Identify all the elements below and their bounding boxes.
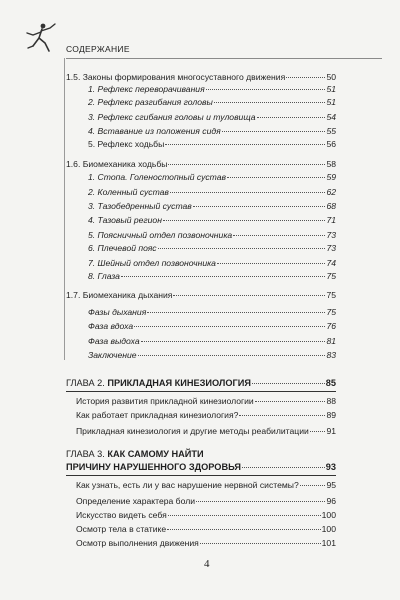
toc-entry: 1.5. Законы формирования многосуставного движения 50 — [66, 72, 336, 82]
toc-entry: Заключение 83 — [88, 350, 336, 360]
toc-entry: Как узнать, есть ли у вас нарушение нервной системы? 95 — [76, 480, 336, 490]
toc-entry: 1.7. Биомеханика дыхания 75 — [66, 290, 336, 300]
chapter-underline — [66, 391, 336, 392]
toc-entry: 6. Плечевой пояс 73 — [88, 243, 336, 253]
chapter-entry-continued: ПРИЧИНУ НАРУШЕННОГО ЗДОРОВЬЯ 93 — [66, 462, 336, 472]
toc-entry: 8. Глаза 75 — [88, 271, 336, 281]
page-number: 4 — [204, 558, 210, 570]
toc-entry: 1. Стопа. Голеностопный сустав 59 — [88, 172, 336, 182]
toc-entry: Осмотр выполнения движения 101 — [76, 538, 336, 548]
toc-entry: 5. Рефлекс ходьбы 56 — [88, 139, 336, 149]
toc-entry: 2. Рефлекс разгибания головы 51 — [88, 97, 336, 107]
header-title: СОДЕРЖАНИЕ — [66, 44, 130, 54]
toc-entry: Искусство видеть себя 100 — [76, 510, 336, 520]
chapter-entry: ГЛАВА 2. ПРИКЛАДНАЯ КИНЕЗИОЛОГИЯ 85 — [66, 378, 336, 388]
toc-entry: 3. Рефлекс сгибания головы и туловища 54 — [88, 112, 336, 122]
toc-entry: 2. Коленный сустав 62 — [88, 187, 336, 197]
toc-entry: Фаза выдоха 81 — [88, 336, 336, 346]
toc-entry: Прикладная кинезиология и другие методы реабилитации 91 — [76, 426, 336, 436]
toc-entry: Как работает прикладная кинезиология? 89 — [76, 410, 336, 420]
toc-entry: Фазы дыхания 75 — [88, 307, 336, 317]
toc-entry: 4. Вставание из положения сидя 55 — [88, 126, 336, 136]
toc-entry: Определение характера боли 96 — [76, 496, 336, 506]
toc-entry: 5. Поясничный отдел позвоночника 73 — [88, 230, 336, 240]
toc-entry: Фаза вдоха 76 — [88, 321, 336, 331]
toc-entry: 1. Рефлекс переворачивания 51 — [88, 84, 336, 94]
toc-entry: Осмотр тела в статике 100 — [76, 524, 336, 534]
chapter-entry: ГЛАВА 3. КАК САМОМУ НАЙТИ — [66, 449, 204, 459]
toc-entry: 3. Тазобедренный сустав 68 — [88, 201, 336, 211]
toc-entry: 4. Тазовый регион 71 — [88, 215, 336, 225]
toc-entry: 7. Шейный отдел позвоночника 74 — [88, 258, 336, 268]
chapter-underline — [66, 475, 336, 476]
toc-entry: 1.6. Биомеханика ходьбы 58 — [66, 159, 336, 169]
toc-entry: История развития прикладной кинезиологии 88 — [76, 396, 336, 406]
